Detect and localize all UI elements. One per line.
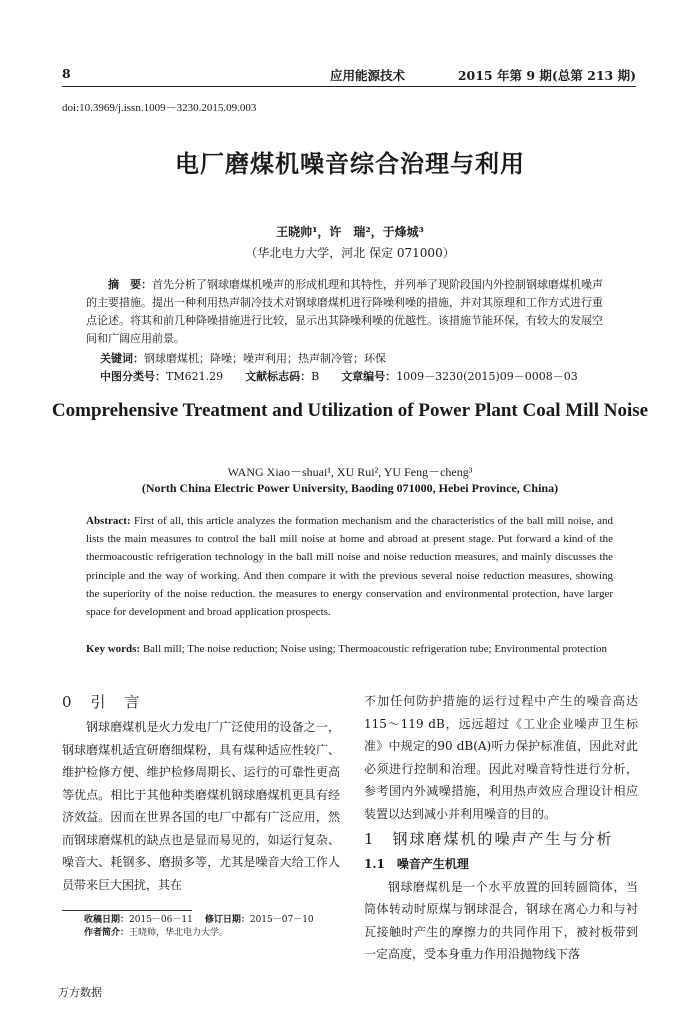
watermark: 万方数据	[58, 986, 102, 999]
journal-name: 应用能源技术	[330, 68, 406, 83]
title-chinese: 电厂磨煤机噪音综合治理与利用	[175, 149, 525, 178]
revised-date: 2015－07－10	[249, 915, 314, 925]
section-0-paragraph: 钢球磨煤机是火力发电厂广泛使用的设备之一，钢球磨煤机适宜研磨细煤粉，具有煤种适应性较广、维护检修方便、维护检修周期长、运行的可靠性更高等优点。相比于其他种类磨煤机钢球磨煤机更具有经济效益。因而在世界各国的电厂中都有广泛应用，然而钢球磨煤机的缺点也是显而易见的，如运行复杂、噪音大、耗钢多、磨损多等，尤其是噪音大给工作人员带来巨大困扰，其在	[62, 720, 340, 892]
right-column-paragraph-2: 钢球磨煤机是一个水平放置的回转圆筒体，当筒体转动时原煤与钢球混合，钢球在离心力和与衬瓦接触时产生的摩擦力的共同作用下，被衬板带到一定高度，受本身重力作用沿抛物线下落	[364, 879, 638, 961]
doc-code-label: 文献标志码：	[245, 370, 312, 383]
clc-label: 中图分类号：	[100, 370, 166, 383]
abstract-english	[86, 512, 613, 621]
right-column-paragraph-1: 不加任何防护措施的运行过程中产生的噪音高达115～119 dB，远远超过《工业企业噪声卫生标准》中规定的90 dB(A)听力保护标准值，因此对此必须进行控制和治理。因此对噪音特性进行分析，参考国内外减噪措施，利用热声效应合理设计相应装置以达到减小并利用噪音的目的。	[364, 694, 638, 821]
left-column	[62, 690, 340, 896]
keywords-english-label: Key words:	[86, 643, 141, 655]
doc-code-value: B	[311, 370, 320, 383]
footnote-author	[84, 927, 344, 940]
section-1-heading: 1 钢球磨煤机的噪声产生与分析	[364, 830, 614, 848]
author-intro-text: 王晓帅，华北电力大学。	[129, 928, 229, 938]
received-label: 收稿日期：	[84, 915, 130, 925]
revised-label: 修订日期：	[204, 915, 250, 925]
keywords-chinese-text: 钢球磨煤机；降噪；噪声利用；热声制冷管；环保	[144, 352, 386, 365]
footnote	[84, 914, 344, 940]
footnote-rule	[62, 910, 192, 911]
article-number-label: 文章编号：	[341, 370, 397, 383]
received-date: 2015－06－11	[129, 915, 193, 925]
keywords-chinese	[100, 350, 620, 368]
affiliation-english: (North China Electric Power University, Baoding 071000, Hebei Province, China)	[141, 481, 559, 495]
title-english: Comprehensive Treatment and Utilization of Power Plant Coal Mill Noise	[51, 400, 649, 421]
article-number-value: 1009－3230(2015)09－0008－03	[396, 370, 578, 383]
author-intro-label: 作者简介：	[84, 928, 130, 938]
clc-value: TM621.29	[166, 370, 224, 383]
header-rule	[62, 86, 636, 87]
right-column	[364, 690, 638, 966]
keywords-english-text: Ball mill; The noise reduction; Noise using; Thermoacoustic refrigeration tube; Environmental protection	[140, 643, 608, 655]
footnote-dates	[84, 914, 344, 927]
abstract-english-label: Abstract:	[86, 515, 131, 527]
keywords-english	[86, 640, 613, 658]
abstract-chinese-label: 摘 要：	[108, 278, 152, 291]
doi: doi:10.3969/j.issn.1009－3230.2015.09.003	[62, 102, 257, 114]
issue-info: 2015 年第 9 期(总第 213 期)	[457, 68, 636, 83]
abstract-english-text: First of all, this article analyzes the formation mechanism and the characteristics of the ball mill noise, and lists the main measures to control the ball mill noise at home and abroad at present stage. Put forward a kind of the thermoacoustic refrigeration technology in the ball mill noise and noise reduction measures, and mainly discusses the principle and the way of working. And then compare it with the previous several noise reduction measures, showing the superiority of the noise reduction. the measures to energy conservation and environmental protection, have larger space for development and broad application prospects.	[86, 515, 613, 619]
running-header	[62, 66, 636, 86]
page-number: 8	[62, 66, 71, 81]
section-0-heading: 0 引 言	[62, 693, 142, 711]
classification-line	[100, 368, 620, 386]
abstract-chinese	[86, 276, 613, 348]
authors-english: WANG Xiao－shuai¹, XU Rui², YU Feng－cheng³	[227, 465, 473, 479]
keywords-chinese-label: 关键词：	[100, 352, 144, 365]
abstract-chinese-text: 首先分析了钢球磨煤机噪声的形成机理和其特性，并列举了现阶段国内外控制钢球磨煤机噪声的主要措施。提出一种利用热声制冷技术对钢球磨煤机进行降噪利噪的措施，并对其原理和工作方式进行重点论述。将其和前几种降噪措施进行比较，显示出其降噪利噪的优越性。该措施节能环保，有较大的发展空间和广阔应用前景。	[86, 278, 603, 345]
affiliation-chinese: （华北电力大学，河北 保定 071000）	[245, 246, 455, 260]
authors-chinese: 王晓帅¹，许 瑞²，于烽城³	[276, 225, 424, 239]
subsection-1-1-heading: 1.1 噪音产生机理	[364, 857, 469, 871]
